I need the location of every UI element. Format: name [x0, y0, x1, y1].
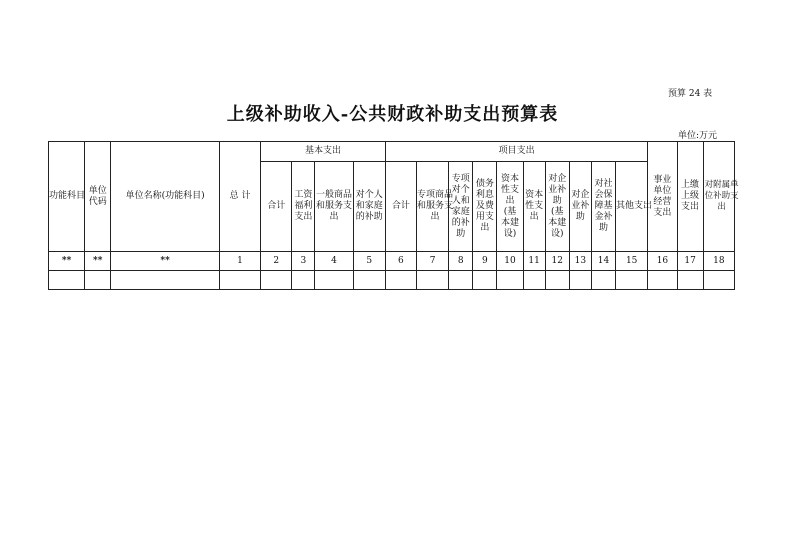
- header-affiliated-subsidy: 对附属单位补助支出: [703, 142, 734, 252]
- blank-cell: [292, 271, 315, 290]
- blank-cell: [591, 271, 615, 290]
- header-unit-name: 单位名称(功能科目): [111, 142, 220, 252]
- blank-cell: [85, 271, 111, 290]
- table-cell: 3: [292, 252, 315, 271]
- blank-cell: [569, 271, 591, 290]
- header-basic-group: 基本支出: [261, 142, 386, 162]
- table-cell: 2: [261, 252, 292, 271]
- table-cell: 17: [677, 252, 703, 271]
- header-institution-ops: 事业单位经营支出: [648, 142, 677, 252]
- blank-cell: [648, 271, 677, 290]
- header-capital: 资本性支出: [523, 162, 545, 252]
- blank-cell: [385, 271, 416, 290]
- table-cell: 9: [473, 252, 497, 271]
- table-cell: 12: [545, 252, 569, 271]
- blank-cell: [49, 271, 85, 290]
- blank-cell: [545, 271, 569, 290]
- budget-table: [48, 141, 739, 290]
- blank-cell: [616, 271, 648, 290]
- table-cell: 15: [616, 252, 648, 271]
- header-total: 总 计: [219, 142, 260, 252]
- header-capital-base: 资本性支出(基本建设): [497, 162, 523, 252]
- header-enterprise-base: 对企业补助(基本建设): [545, 162, 569, 252]
- blank-cell: [353, 271, 385, 290]
- page-title: 上级补助收入-公共财政补助支出预算表: [226, 104, 559, 125]
- header-other: 其他支出: [616, 162, 648, 252]
- table-cell: 16: [648, 252, 677, 271]
- blank-cell: [677, 271, 703, 290]
- blank-cell: [261, 271, 292, 290]
- blank-cell: [449, 271, 473, 290]
- header-basic-total: 合计: [261, 162, 292, 252]
- table-cell: 6: [385, 252, 416, 271]
- header-func-subject: 功能科目: [49, 142, 85, 252]
- table-cell: **: [49, 252, 85, 271]
- table-cell: 4: [315, 252, 353, 271]
- header-goods-services: 一般商品和服务支出: [315, 162, 353, 252]
- table-cell: 7: [417, 252, 449, 271]
- table-row: [49, 252, 735, 271]
- unit-label: 单位:万元: [678, 131, 718, 141]
- header-project-group: 项目支出: [385, 142, 648, 162]
- table-row-blank: [49, 271, 735, 290]
- table-cell: 10: [497, 252, 523, 271]
- header-wage-welfare: 工资福利支出: [292, 162, 315, 252]
- header-proj-goods-services: 专项商品和服务支出: [417, 162, 449, 252]
- form-number: 预算 24 表: [668, 89, 713, 99]
- header-debt-interest: 债务利息及费用支出: [473, 162, 497, 252]
- header-proj-personal-family: 专项对个人和家庭的补助: [449, 162, 473, 252]
- table-cell: **: [85, 252, 111, 271]
- blank-cell: [219, 271, 260, 290]
- blank-cell: [417, 271, 449, 290]
- header-unit-code: 单位代码: [85, 142, 111, 252]
- blank-cell: [473, 271, 497, 290]
- header-upper-payment: 上缴上级支出: [677, 142, 703, 252]
- table-cell: 5: [353, 252, 385, 271]
- header-social-security: 对社会保障基金补助: [591, 162, 615, 252]
- blank-cell: [497, 271, 523, 290]
- table-cell: 14: [591, 252, 615, 271]
- table-cell: 1: [219, 252, 260, 271]
- table-cell: 8: [449, 252, 473, 271]
- table-cell: 11: [523, 252, 545, 271]
- blank-cell: [111, 271, 220, 290]
- header-project-total: 合计: [385, 162, 416, 252]
- table-cell: 13: [569, 252, 591, 271]
- blank-cell: [703, 271, 734, 290]
- blank-cell: [523, 271, 545, 290]
- table-cell: **: [111, 252, 220, 271]
- table-cell: 18: [703, 252, 734, 271]
- header-personal-family: 对个人和家庭的补助: [353, 162, 385, 252]
- blank-cell: [315, 271, 353, 290]
- header-enterprise: 对企业补助: [569, 162, 591, 252]
